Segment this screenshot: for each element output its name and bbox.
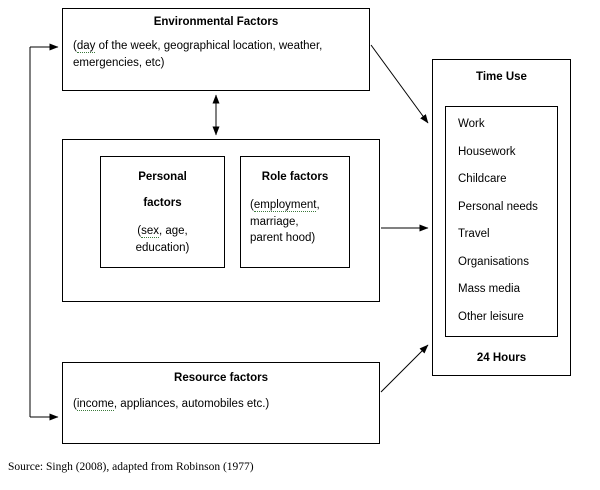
environmental-body-lead: day bbox=[76, 40, 96, 52]
role-body-open-paren: ( bbox=[250, 199, 254, 211]
role-factors-box bbox=[240, 156, 350, 268]
environmental-body-open-paren: ( bbox=[73, 40, 77, 52]
role-factors-title: Role factors bbox=[261, 171, 329, 183]
role-factors-body bbox=[250, 197, 349, 247]
role-body-lead: employment bbox=[253, 199, 317, 211]
role-body-line2: marriage, bbox=[250, 215, 299, 228]
list-item: Organisations bbox=[458, 255, 529, 268]
environmental-factors-box bbox=[62, 8, 370, 91]
personal-body-lead: sex bbox=[141, 225, 159, 237]
role-body-rest: , bbox=[316, 199, 320, 211]
personal-factors-title-line2: factors bbox=[143, 197, 182, 209]
role-body-line3: parent hood) bbox=[250, 232, 316, 245]
personal-body-rest: , age, bbox=[158, 225, 188, 237]
time-use-total: 24 Hours bbox=[476, 352, 527, 364]
resource-factors-box bbox=[62, 362, 380, 444]
time-use-activity-list bbox=[445, 106, 558, 337]
arrow-resource-timeuse bbox=[381, 345, 428, 392]
personal-body-line2: education) bbox=[135, 241, 190, 254]
environmental-body-rest: of the week, geographical location, weather, emergencies, etc) bbox=[73, 40, 323, 69]
personal-body-open-paren: ( bbox=[137, 225, 142, 237]
resource-factors-title: Resource factors bbox=[174, 372, 268, 384]
resource-factors-body bbox=[73, 396, 379, 413]
resource-body-open-paren: ( bbox=[73, 398, 77, 410]
source-caption: Source: Singh (2008), adapted from Robinson (1977) bbox=[8, 461, 254, 473]
list-item: Travel bbox=[458, 228, 490, 240]
list-item: Personal needs bbox=[458, 200, 538, 213]
list-item: Work bbox=[458, 118, 485, 130]
list-item: Mass media bbox=[458, 283, 520, 295]
list-item: Housework bbox=[458, 145, 516, 158]
environmental-factors-title: Environmental Factors bbox=[153, 16, 279, 28]
resource-body-rest: , appliances, automobiles etc.) bbox=[113, 398, 270, 410]
resource-body-lead: income bbox=[76, 398, 114, 410]
time-use-title: Time Use bbox=[476, 71, 527, 83]
arrow-environmental-timeuse bbox=[371, 45, 428, 123]
personal-factors-title-line1: Personal bbox=[138, 171, 187, 183]
list-item: Childcare bbox=[458, 173, 507, 185]
environmental-factors-body bbox=[73, 38, 358, 71]
list-item: Other leisure bbox=[458, 310, 524, 323]
personal-factors-box bbox=[100, 156, 225, 268]
personal-factors-body bbox=[101, 223, 224, 256]
